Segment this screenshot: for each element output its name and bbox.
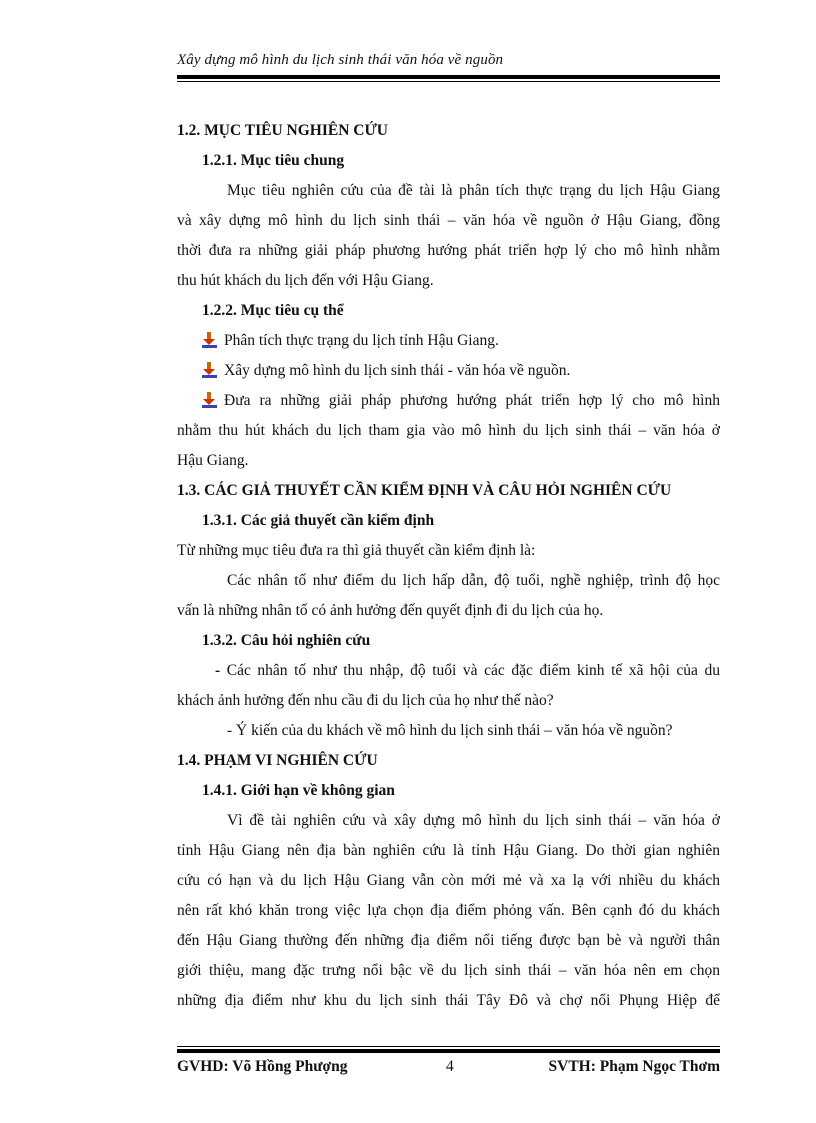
paragraph-line: nên rất khó khăn trong việc lựa chọn địa điểm phỏng vấn. Bên cạnh đó du khách	[177, 902, 720, 919]
footer-rule-thin	[177, 1046, 720, 1047]
section-heading-1-3: 1.3. CÁC GIẢ THUYẾT CẦN KIỂM ĐỊNH VÀ CÂU HỎI NGHIÊN CỨU	[177, 482, 672, 499]
header-rule-thin	[177, 81, 720, 82]
paragraph-line: Mục tiêu nghiên cứu của đề tài là phân tích thực trạng du lịch Hậu Giang	[227, 182, 720, 199]
question-item: - Ý kiến của du khách về mô hình du lịch sinh thái – văn hóa về nguồn?	[227, 722, 673, 739]
paragraph-line: tỉnh Hậu Giang nên địa bàn nghiên cứu là tỉnh Hậu Giang. Do thời gian nghiên	[177, 842, 720, 859]
down-arrow-bullet-icon	[202, 332, 218, 348]
subsection-heading-1-2-1: 1.2.1. Mục tiêu chung	[202, 152, 345, 169]
paragraph-line: cứu có hạn và du lịch Hậu Giang vẫn còn mới mẻ và xa lạ với nhiều du khách	[177, 872, 720, 889]
subsection-heading-1-3-2: 1.3.2. Câu hỏi nghiên cứu	[202, 632, 371, 649]
down-arrow-bullet-icon	[202, 392, 218, 408]
footer-advisor: GVHD: Võ Hồng Phượng	[177, 1058, 348, 1075]
paragraph-line: thu hút khách du lịch đến với Hậu Giang.	[177, 272, 434, 289]
section-heading-1-4: 1.4. PHẠM VI NGHIÊN CỨU	[177, 752, 378, 769]
paragraph-line: thời đưa ra những giải pháp phương hướng phát triển hợp lý cho mô hình nhằm	[177, 242, 720, 259]
page-header	[177, 50, 720, 70]
bullet-text: Đưa ra những giải pháp phương hướng phát triển hợp lý cho mô hình	[224, 392, 720, 409]
paragraph-line: Các nhân tố như điểm du lịch hấp dẫn, độ tuổi, nghề nghiệp, trình độ học	[227, 572, 720, 589]
section-heading-1-2: 1.2. MỤC TIÊU NGHIÊN CỨU	[177, 122, 388, 139]
question-item	[177, 656, 720, 686]
paragraph-line: giới thiệu, mang đặc trưng nổi bậc về du lịch sinh thái – văn hóa nên em chọn	[177, 962, 720, 979]
subsection-heading-1-3-1: 1.3.1. Các giả thuyết cần kiểm định	[202, 512, 435, 529]
subsection-heading-1-4-1: 1.4.1. Giới hạn về không gian	[202, 782, 395, 799]
footer-student: SVTH: Phạm Ngọc Thơm	[548, 1058, 720, 1075]
paragraph-line: Vì đề tài nghiên cứu và xây dựng mô hình du lịch sinh thái – văn hóa ở	[227, 812, 720, 829]
subsection-heading-1-2-2: 1.2.2. Mục tiêu cụ thể	[202, 302, 344, 319]
page-number: 4	[446, 1058, 454, 1075]
paragraph-line: vấn là những nhân tố có ảnh hưởng đến quyết định đi du lịch của họ.	[177, 602, 604, 619]
bullet-text: Xây dựng mô hình du lịch sinh thái - văn hóa về nguồn.	[224, 362, 571, 379]
paragraph-line: khách ảnh hưởng đến nhu cầu đi du lịch của họ như thế nào?	[177, 692, 554, 709]
bullet-text: Phân tích thực trạng du lịch tỉnh Hậu Giang.	[224, 332, 499, 349]
down-arrow-bullet-icon	[202, 362, 218, 378]
paragraph-line: Từ những mục tiêu đưa ra thì giả thuyết cần kiểm định là:	[177, 542, 536, 559]
paragraph-line: nhằm thu hút khách du lịch tham gia vào mô hình du lịch sinh thái – văn hóa ở	[177, 422, 720, 439]
header-rule	[177, 75, 720, 79]
question-text: Các nhân tố như thu nhập, độ tuổi và các đặc điểm kinh tế xã hội của du	[226, 662, 720, 679]
paragraph-line: những địa điểm như khu du lịch sinh thái Tây Đô và chợ nổi Phụng Hiệp để	[177, 992, 720, 1009]
paragraph-line: Hậu Giang.	[177, 452, 249, 469]
header-title: Xây dựng mô hình du lịch sinh thái văn hóa về nguồn	[177, 52, 504, 68]
bullet-item	[177, 356, 720, 386]
paragraph-line: đến Hậu Giang thường đến những địa điểm nổi tiếng được bạn bè và người thân	[177, 932, 720, 949]
footer-rule	[177, 1049, 720, 1053]
bullet-item	[177, 326, 720, 356]
paragraph-line: và xây dựng mô hình du lịch sinh thái – văn hóa về nguồn ở Hậu Giang, đồng	[177, 212, 720, 229]
question-dash: -	[215, 662, 221, 679]
page-content	[177, 116, 720, 1016]
bullet-item	[177, 386, 720, 416]
